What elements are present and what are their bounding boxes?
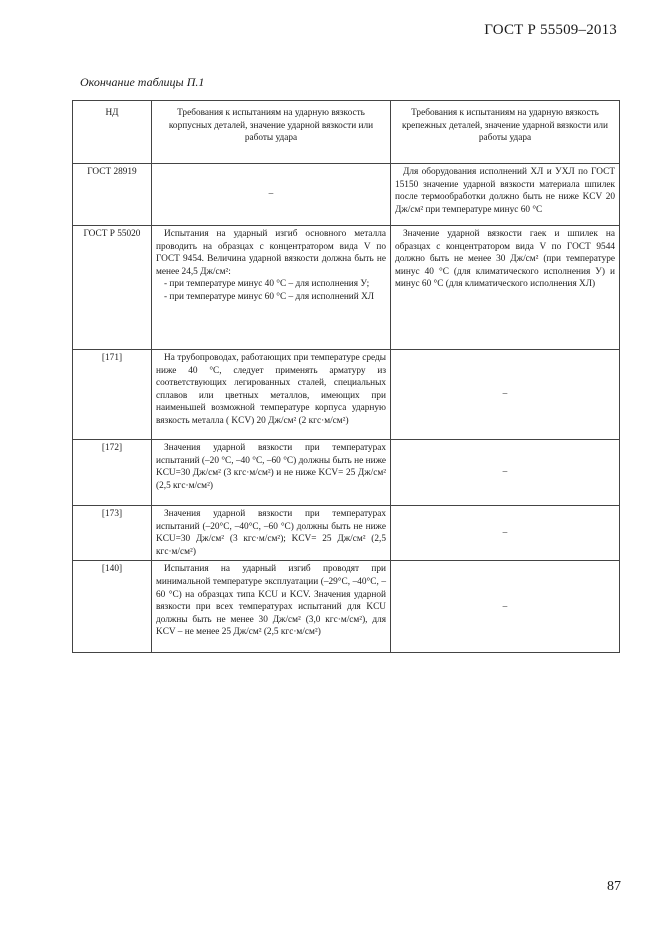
impact-toughness-table <box>72 100 620 653</box>
row-nd: [140] <box>73 561 152 653</box>
table-row <box>73 561 620 653</box>
column-header-fasteners: Требования к испытаниям на ударную вязкость крепежных деталей, значение ударной вязкости или работы удара <box>391 101 620 164</box>
row-fasteners <box>391 226 620 350</box>
table-header-row <box>73 101 620 164</box>
row-nd: [171] <box>73 350 152 440</box>
column-header-body-parts: Требования к испытаниям на ударную вязкость корпусных деталей, значение ударной вязкости или работы удара <box>152 101 391 164</box>
cell-paragraph: – <box>268 189 274 200</box>
cell-paragraph: - при температуре минус 60 °С – для исполнений ХЛ <box>164 291 375 302</box>
table-row <box>73 226 620 350</box>
row-body-parts <box>152 164 391 226</box>
cell-paragraph: Для оборудования исполнений ХЛ и УХЛ по ГОСТ 15150 значение ударной вязкости материала шпилек после термообработки должно быть не ниже KCV 20 Дж/см² при температуре минус 60 °С <box>395 167 615 215</box>
cell-paragraph: – <box>502 601 508 612</box>
column-header-nd: НД <box>73 101 152 164</box>
table-row <box>73 164 620 226</box>
table-row <box>73 506 620 561</box>
cell-paragraph: – <box>502 527 508 538</box>
row-fasteners <box>391 506 620 561</box>
cell-paragraph: Значения ударной вязкости при температурах испытаний (–20°С, –40°С, –60 °С) должны быть не ниже KCU=30 Дж/см² (3 кгс·м/см²); KCV= 25 Дж/см² (2,5 кгс·м/см²) <box>156 509 386 557</box>
row-fasteners <box>391 561 620 653</box>
row-nd: ГОСТ 28919 <box>73 164 152 226</box>
cell-paragraph: Значения ударной вязкости при температурах испытаний (–20 °С, –40 °С, –60 °С) должны быть не ниже KCU=30 Дж/см² (3 кгс·м/см²) и не ниже KCV= 25 Дж/см² (2,5 кгс·м/см²) <box>156 443 386 491</box>
row-fasteners <box>391 164 620 226</box>
cell-paragraph: На трубопроводах, работающих при температуре среды ниже 40 °С, следует применять арматуру из соответствующих легированных сталей, специальных сплавов или цветных металлов, имеющих при наименьшей возможной температуре корпуса ударную вязкость металла ( KCV) 20 Дж/см² (2 кгс·м/см²) <box>156 353 386 426</box>
cell-paragraph: Испытания на ударный изгиб проводят при минимальной температуре эксплуатации (–29°С, –40°С, –60 °С) на образцах типа KCU и KCV. Значения ударной вязкости при всех температурах испытаний для KCU должны быть не менее 30 Дж/см² (3,0 кгс·м/см²), для KCV – не менее 25 Дж/см² (2,5 кгс·м/см²) <box>156 564 386 638</box>
table-caption: Окончание таблицы П.1 <box>80 75 205 89</box>
document-header: ГОСТ Р 55509–2013 <box>484 22 617 38</box>
cell-paragraph: Значение ударной вязкости гаек и шпилек на образцах с концентратором вида V по ГОСТ 9544 должно быть не менее 30 Дж/см² (при температуре минус 40 °С (для климатического исполнения У) и минус 60 °С (для климатического исполнения ХЛ) <box>395 229 615 290</box>
row-fasteners <box>391 350 620 440</box>
cell-paragraph: – <box>502 467 508 478</box>
row-nd: [173] <box>73 506 152 561</box>
row-body-parts <box>152 440 391 506</box>
row-body-parts <box>152 561 391 653</box>
page-number: 87 <box>607 879 621 894</box>
row-body-parts <box>152 226 391 350</box>
table-row <box>73 350 620 440</box>
table-row <box>73 440 620 506</box>
cell-paragraph: Испытания на ударный изгиб основного металла проводить на образцах с концентратором вида V по ГОСТ 9454. Величина ударной вязкости должна быть не менее 24,5 Дж/см²: <box>156 229 386 277</box>
cell-paragraph: – <box>502 389 508 400</box>
cell-paragraph: - при температуре минус 40 °С – для исполнения У; <box>164 279 370 290</box>
row-body-parts <box>152 350 391 440</box>
row-nd: [172] <box>73 440 152 506</box>
row-body-parts <box>152 506 391 561</box>
row-fasteners <box>391 440 620 506</box>
row-nd: ГОСТ Р 55020 <box>73 226 152 350</box>
